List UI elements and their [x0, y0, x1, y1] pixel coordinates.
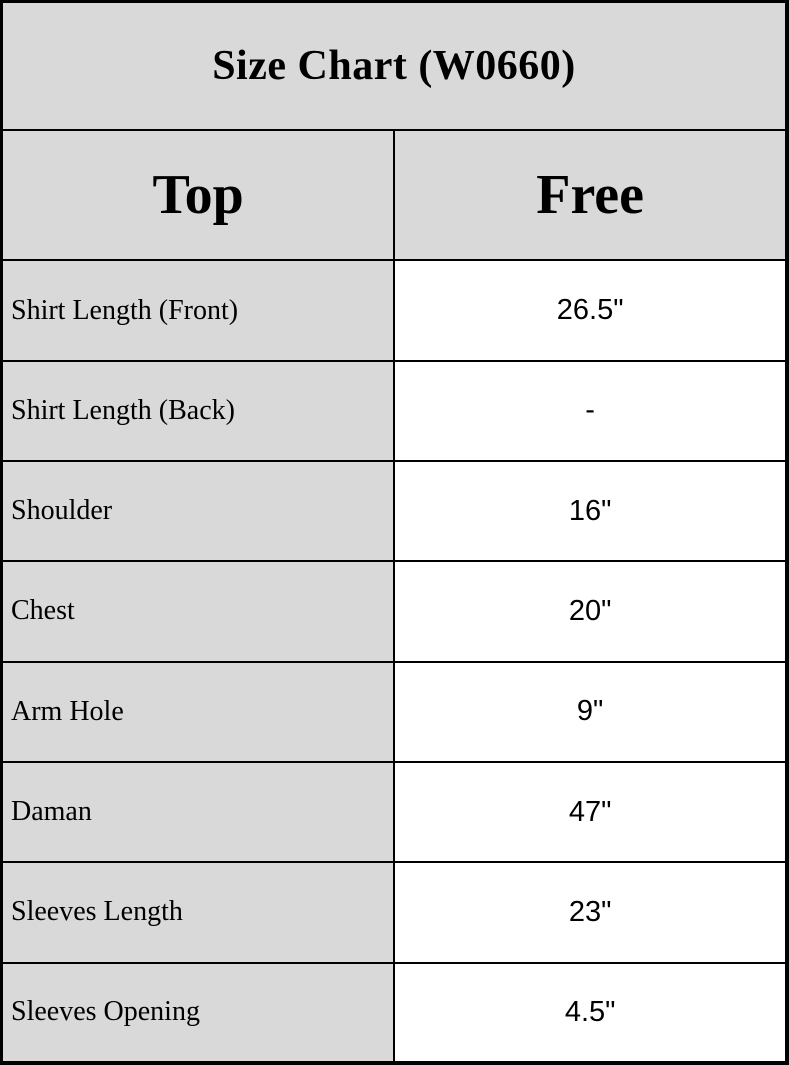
- table-row: [2, 762, 788, 862]
- row-label-sleeves-length: Sleeves Length: [2, 862, 395, 962]
- table-row: [2, 662, 788, 762]
- row-label-shirt-length-back: Shirt Length (Back): [2, 361, 395, 461]
- table-row: [2, 361, 788, 461]
- row-value-shirt-length-front: 26.5": [394, 260, 787, 360]
- row-value-daman: 47": [394, 762, 787, 862]
- column-header-top: Top: [2, 130, 395, 260]
- table-row: [2, 862, 788, 962]
- row-label-sleeves-opening: Sleeves Opening: [2, 963, 395, 1063]
- row-value-sleeves-opening: 4.5": [394, 963, 787, 1063]
- row-label-shirt-length-front: Shirt Length (Front): [2, 260, 395, 360]
- table-row: [2, 260, 788, 360]
- table-row: [2, 561, 788, 661]
- row-value-sleeves-length: 23": [394, 862, 787, 962]
- row-label-arm-hole: Arm Hole: [2, 662, 395, 762]
- column-header-row: [2, 130, 788, 260]
- row-value-shirt-length-back: -: [394, 361, 787, 461]
- row-label-chest: Chest: [2, 561, 395, 661]
- row-label-shoulder: Shoulder: [2, 461, 395, 561]
- table-row: [2, 461, 788, 561]
- row-label-daman: Daman: [2, 762, 395, 862]
- chart-title: Size Chart (W0660): [2, 2, 788, 130]
- row-value-chest: 20": [394, 561, 787, 661]
- column-header-free: Free: [394, 130, 787, 260]
- row-value-arm-hole: 9": [394, 662, 787, 762]
- row-value-shoulder: 16": [394, 461, 787, 561]
- title-row: [2, 2, 788, 130]
- table-row: [2, 963, 788, 1063]
